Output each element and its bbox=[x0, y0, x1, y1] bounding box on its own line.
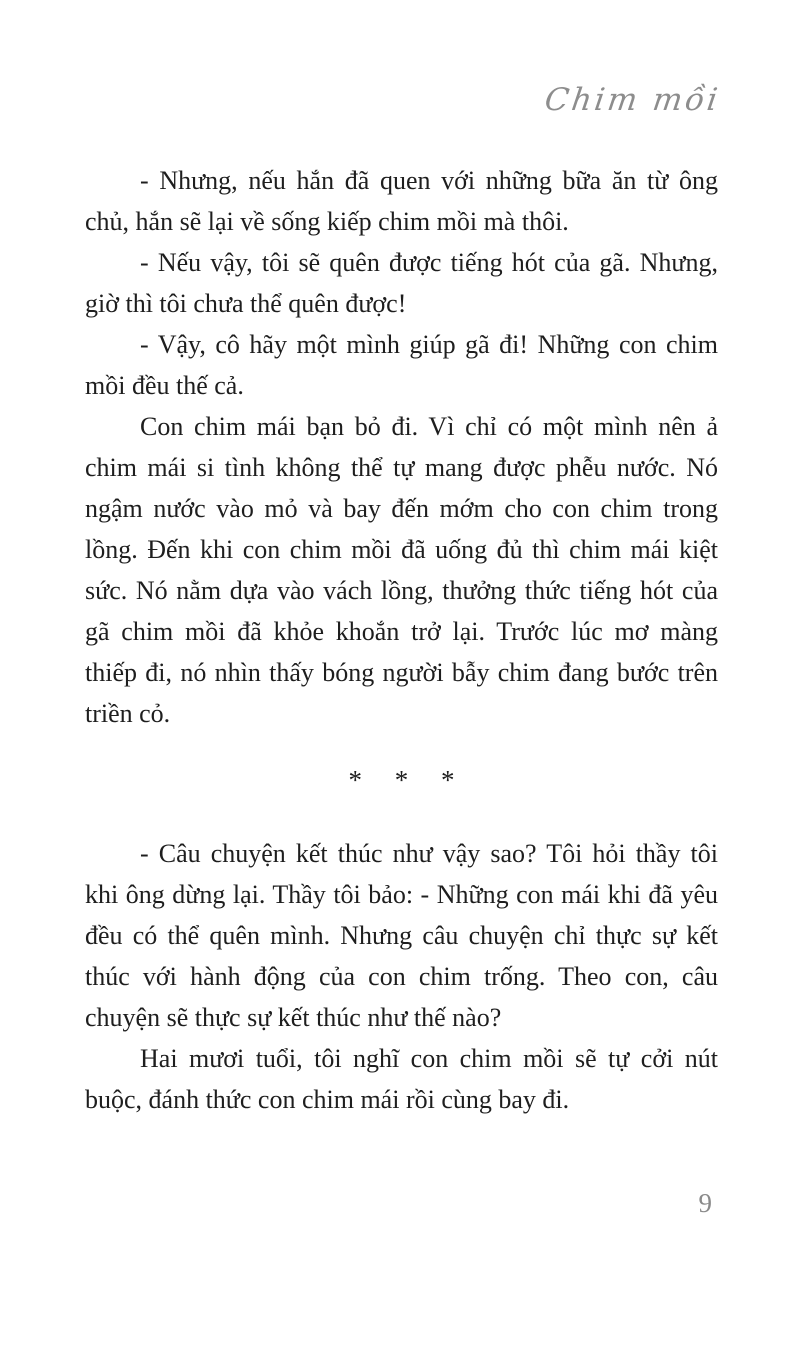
paragraph-dialogue-1: - Nhưng, nếu hắn đã quen với những bữa ăn từ ông chủ, hắn sẽ lại về sống kiếp chim mồi mà thôi. bbox=[85, 166, 718, 236]
page-body bbox=[85, 160, 718, 1120]
paragraph-narrative-2: Hai mươi tuổi, tôi nghĩ con chim mồi sẽ tự cởi nút buộc, đánh thức con chim mái rồi cùng bay đi. bbox=[85, 1044, 718, 1114]
paragraph-dialogue-2: - Nếu vậy, tôi sẽ quên được tiếng hót của gã. Nhưng, giờ thì tôi chưa thể quên được! bbox=[85, 248, 718, 318]
paragraph-narrative-1: Con chim mái bạn bỏ đi. Vì chỉ có một mình nên ả chim mái si tình không thể tự mang được phễu nước. Nó ngậm nước vào mỏ và bay đến mớm cho con chim trong lồng. Đến khi con chim mồi đã uống đủ thì chim mái kiệt sức. Nó nằm dựa vào vách lồng, thưởng thức tiếng hót của gã chim mồi đã khỏe khoắn trở lại. Trước lúc mơ màng thiếp đi, nó nhìn thấy bóng người bẫy chim đang bước trên triền cỏ. bbox=[85, 412, 718, 728]
page-number: 9 bbox=[698, 1188, 712, 1218]
running-header-title: Chim mồi bbox=[542, 82, 723, 118]
paragraph-dialogue-4: - Câu chuyện kết thúc như vậy sao? Tôi hỏi thầy tôi khi ông dừng lại. Thầy tôi bảo: - Những con mái khi đã yêu đều có thể quên mình. Nhưng câu chuyện chỉ thực sự kết thúc với hành động của con chim trống. Theo con, câu chuyện sẽ thực sự kết thúc như thế nào? bbox=[85, 839, 718, 1032]
section-break-asterisks: * * * bbox=[348, 765, 455, 795]
paragraph-dialogue-3: - Vậy, cô hãy một mình giúp gã đi! Những con chim mồi đều thế cả. bbox=[85, 330, 718, 400]
